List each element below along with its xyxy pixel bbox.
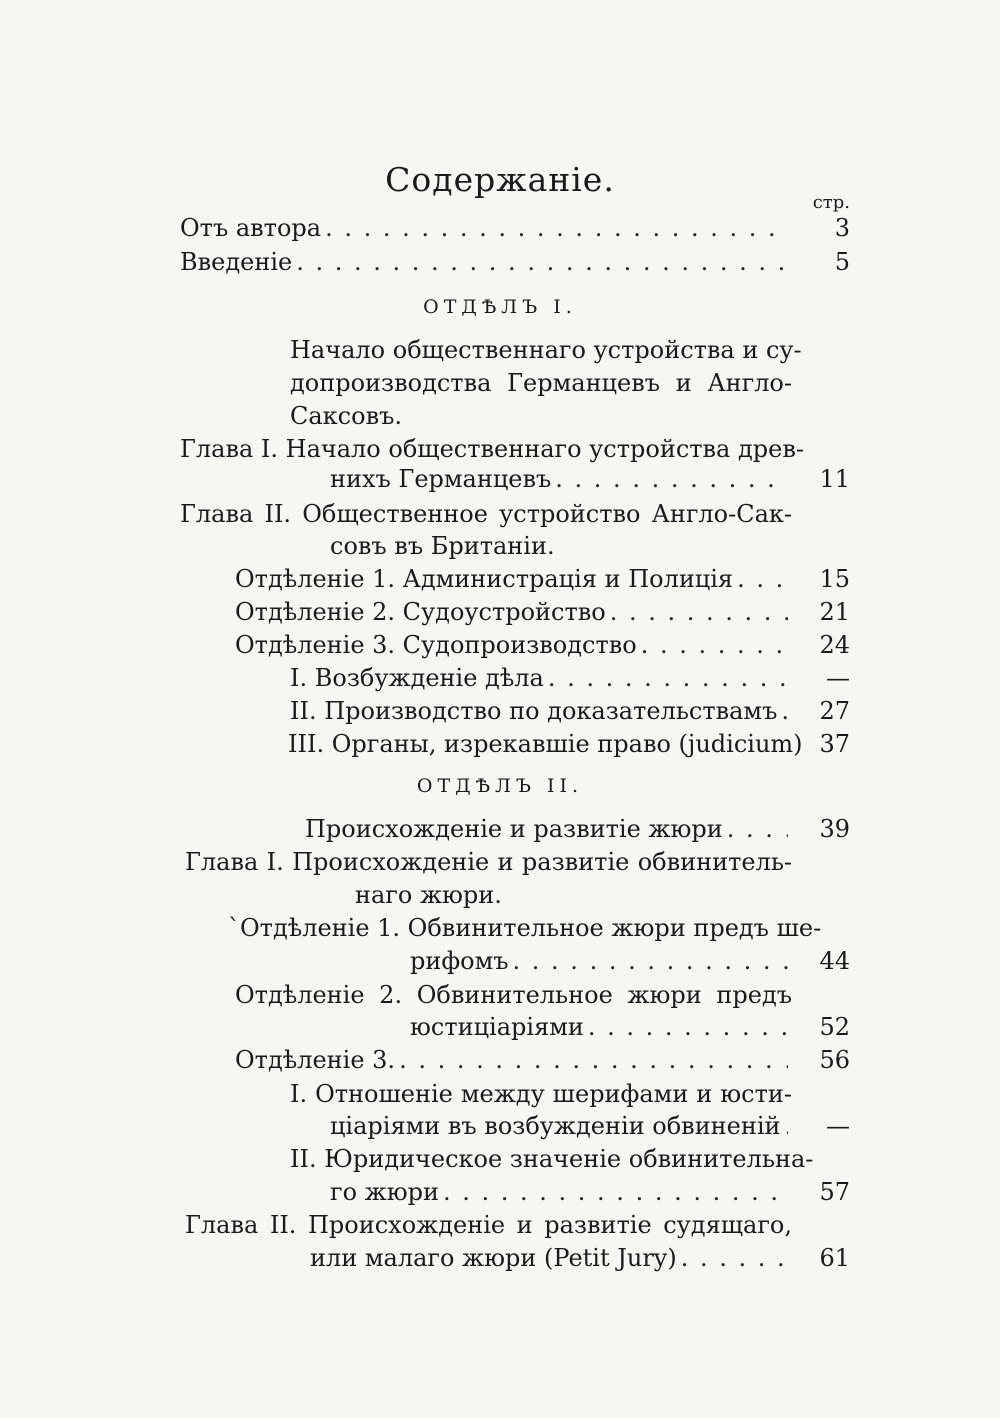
entry-text: го жюри bbox=[330, 1178, 439, 1206]
entry-page: 61 bbox=[819, 1244, 850, 1272]
leader-dots bbox=[548, 662, 788, 695]
section1-dept1 bbox=[235, 563, 792, 596]
leader-dots bbox=[325, 212, 788, 245]
entry-page: 15 bbox=[819, 565, 850, 593]
entry-text: Отдѣленіе 3. bbox=[235, 1046, 396, 1074]
section1-chapter1-line2 bbox=[330, 463, 792, 496]
entry-page: 52 bbox=[819, 1013, 850, 1041]
entry-page: 56 bbox=[819, 1046, 850, 1074]
section1-chapter2-line1: Глава II. Общественное устройство Англо-Сак- bbox=[180, 500, 792, 528]
section1-dept3 bbox=[235, 629, 792, 662]
section1-sub1 bbox=[290, 662, 792, 695]
leader-dots bbox=[296, 246, 788, 279]
entry-page: 27 bbox=[819, 697, 850, 725]
leader-dots bbox=[555, 463, 788, 496]
leader-dots bbox=[737, 563, 788, 596]
section1-subtitle-line3: Саксовъ. bbox=[290, 402, 402, 430]
section1-chapter1-line1: Глава I. Начало общественнаго устройства древ- bbox=[180, 435, 804, 463]
page-title: Содержаніе. bbox=[385, 160, 615, 199]
entry-text: Отъ автора bbox=[180, 214, 322, 242]
entry-page: 24 bbox=[819, 631, 850, 659]
section1-dept2 bbox=[235, 596, 792, 629]
section2-sub2-line2 bbox=[330, 1176, 792, 1209]
leader-dots bbox=[641, 629, 788, 662]
section2-dept3 bbox=[235, 1044, 792, 1077]
section1-subtitle-line1: Начало общественнаго устройства и су- bbox=[290, 336, 802, 364]
entry-text: рифомъ bbox=[410, 947, 509, 975]
leader-dots bbox=[610, 596, 788, 629]
section2-chapter2-line2 bbox=[310, 1242, 792, 1275]
entry-page: 3 bbox=[834, 214, 850, 242]
entry-text: Отдѣленіе 2. Судоустройство bbox=[235, 598, 606, 626]
section1-sub3: III. Органы, изрекавшіе право (judicium) bbox=[288, 730, 803, 758]
entry-page: — bbox=[826, 1112, 850, 1140]
section1-subtitle-line2: допроизводства Германцевъ и Англо- bbox=[290, 369, 792, 397]
entry-text: Отдѣленіе 3. Судопроизводство bbox=[235, 631, 637, 659]
section2-dept1-line2 bbox=[410, 945, 792, 978]
leader-dots bbox=[785, 1110, 788, 1143]
leader-dots bbox=[781, 695, 788, 728]
page-column-label: стр. bbox=[812, 192, 850, 213]
section1-sub2 bbox=[290, 695, 792, 728]
entry-text: или малаго жюри (Petit Jury) bbox=[310, 1244, 677, 1272]
section1-chapter2-line2: совъ въ Британіи. bbox=[330, 532, 555, 560]
section2-dept1-line1: `Отдѣленіе 1. Обвинительное жюри предъ ше- bbox=[228, 914, 822, 942]
entry-page: 57 bbox=[819, 1178, 850, 1206]
section-heading-2: ОТДѢЛЪ II. bbox=[416, 775, 584, 797]
leader-dots bbox=[443, 1176, 788, 1209]
entry-text: ціаріями въ возбужденіи обвиненій bbox=[330, 1112, 781, 1140]
leader-dots bbox=[513, 945, 788, 978]
entry-text: Отдѣленіе 1. Администрація и Полиція bbox=[235, 565, 734, 593]
section2-origin bbox=[305, 813, 792, 846]
section2-sub1-line1: I. Отношеніе между шерифами и юсти- bbox=[290, 1080, 792, 1108]
leader-dots bbox=[399, 1044, 788, 1077]
section2-chapter2-line1: Глава II. Происхожденіе и развитіе судящаго, bbox=[185, 1211, 792, 1239]
section2-chapter1-line2: наго жюри. bbox=[355, 881, 502, 909]
entry-text: Введеніе bbox=[180, 248, 293, 276]
section-heading-1: ОТДѢЛЪ I. bbox=[423, 296, 577, 318]
section2-sub2-line1: II. Юридическое значеніе обвинительна- bbox=[290, 1145, 814, 1173]
entry-page: 44 bbox=[819, 947, 850, 975]
entry-text: нихъ Германцевъ bbox=[330, 465, 552, 493]
entry-page: 5 bbox=[834, 248, 850, 276]
leader-dots bbox=[681, 1242, 788, 1275]
entry-page: 21 bbox=[819, 598, 850, 626]
toc-entry-intro bbox=[180, 246, 792, 279]
section2-dept2-line1: Отдѣленіе 2. Обвинительное жюри предъ bbox=[235, 981, 792, 1009]
entry-text: юстиціаріями bbox=[410, 1013, 584, 1041]
section2-chapter1-line1: Глава I. Происхожденіе и развитіе обвинитель- bbox=[185, 848, 792, 876]
entry-page: 39 bbox=[819, 815, 850, 843]
entry-page: 11 bbox=[819, 465, 850, 493]
section2-dept2-line2 bbox=[410, 1011, 792, 1044]
section2-sub1-line2 bbox=[330, 1110, 792, 1143]
leader-dots bbox=[727, 813, 788, 846]
toc-entry-from-author bbox=[180, 212, 792, 245]
entry-page: — bbox=[826, 664, 850, 692]
entry-text: II. Производство по доказательствамъ bbox=[290, 697, 778, 725]
entry-page: 37 bbox=[819, 730, 850, 758]
entry-text: Происхожденіе и развитіе жюри bbox=[305, 815, 723, 843]
leader-dots bbox=[588, 1011, 788, 1044]
entry-text: I. Возбужденіе дѣла bbox=[290, 664, 544, 692]
